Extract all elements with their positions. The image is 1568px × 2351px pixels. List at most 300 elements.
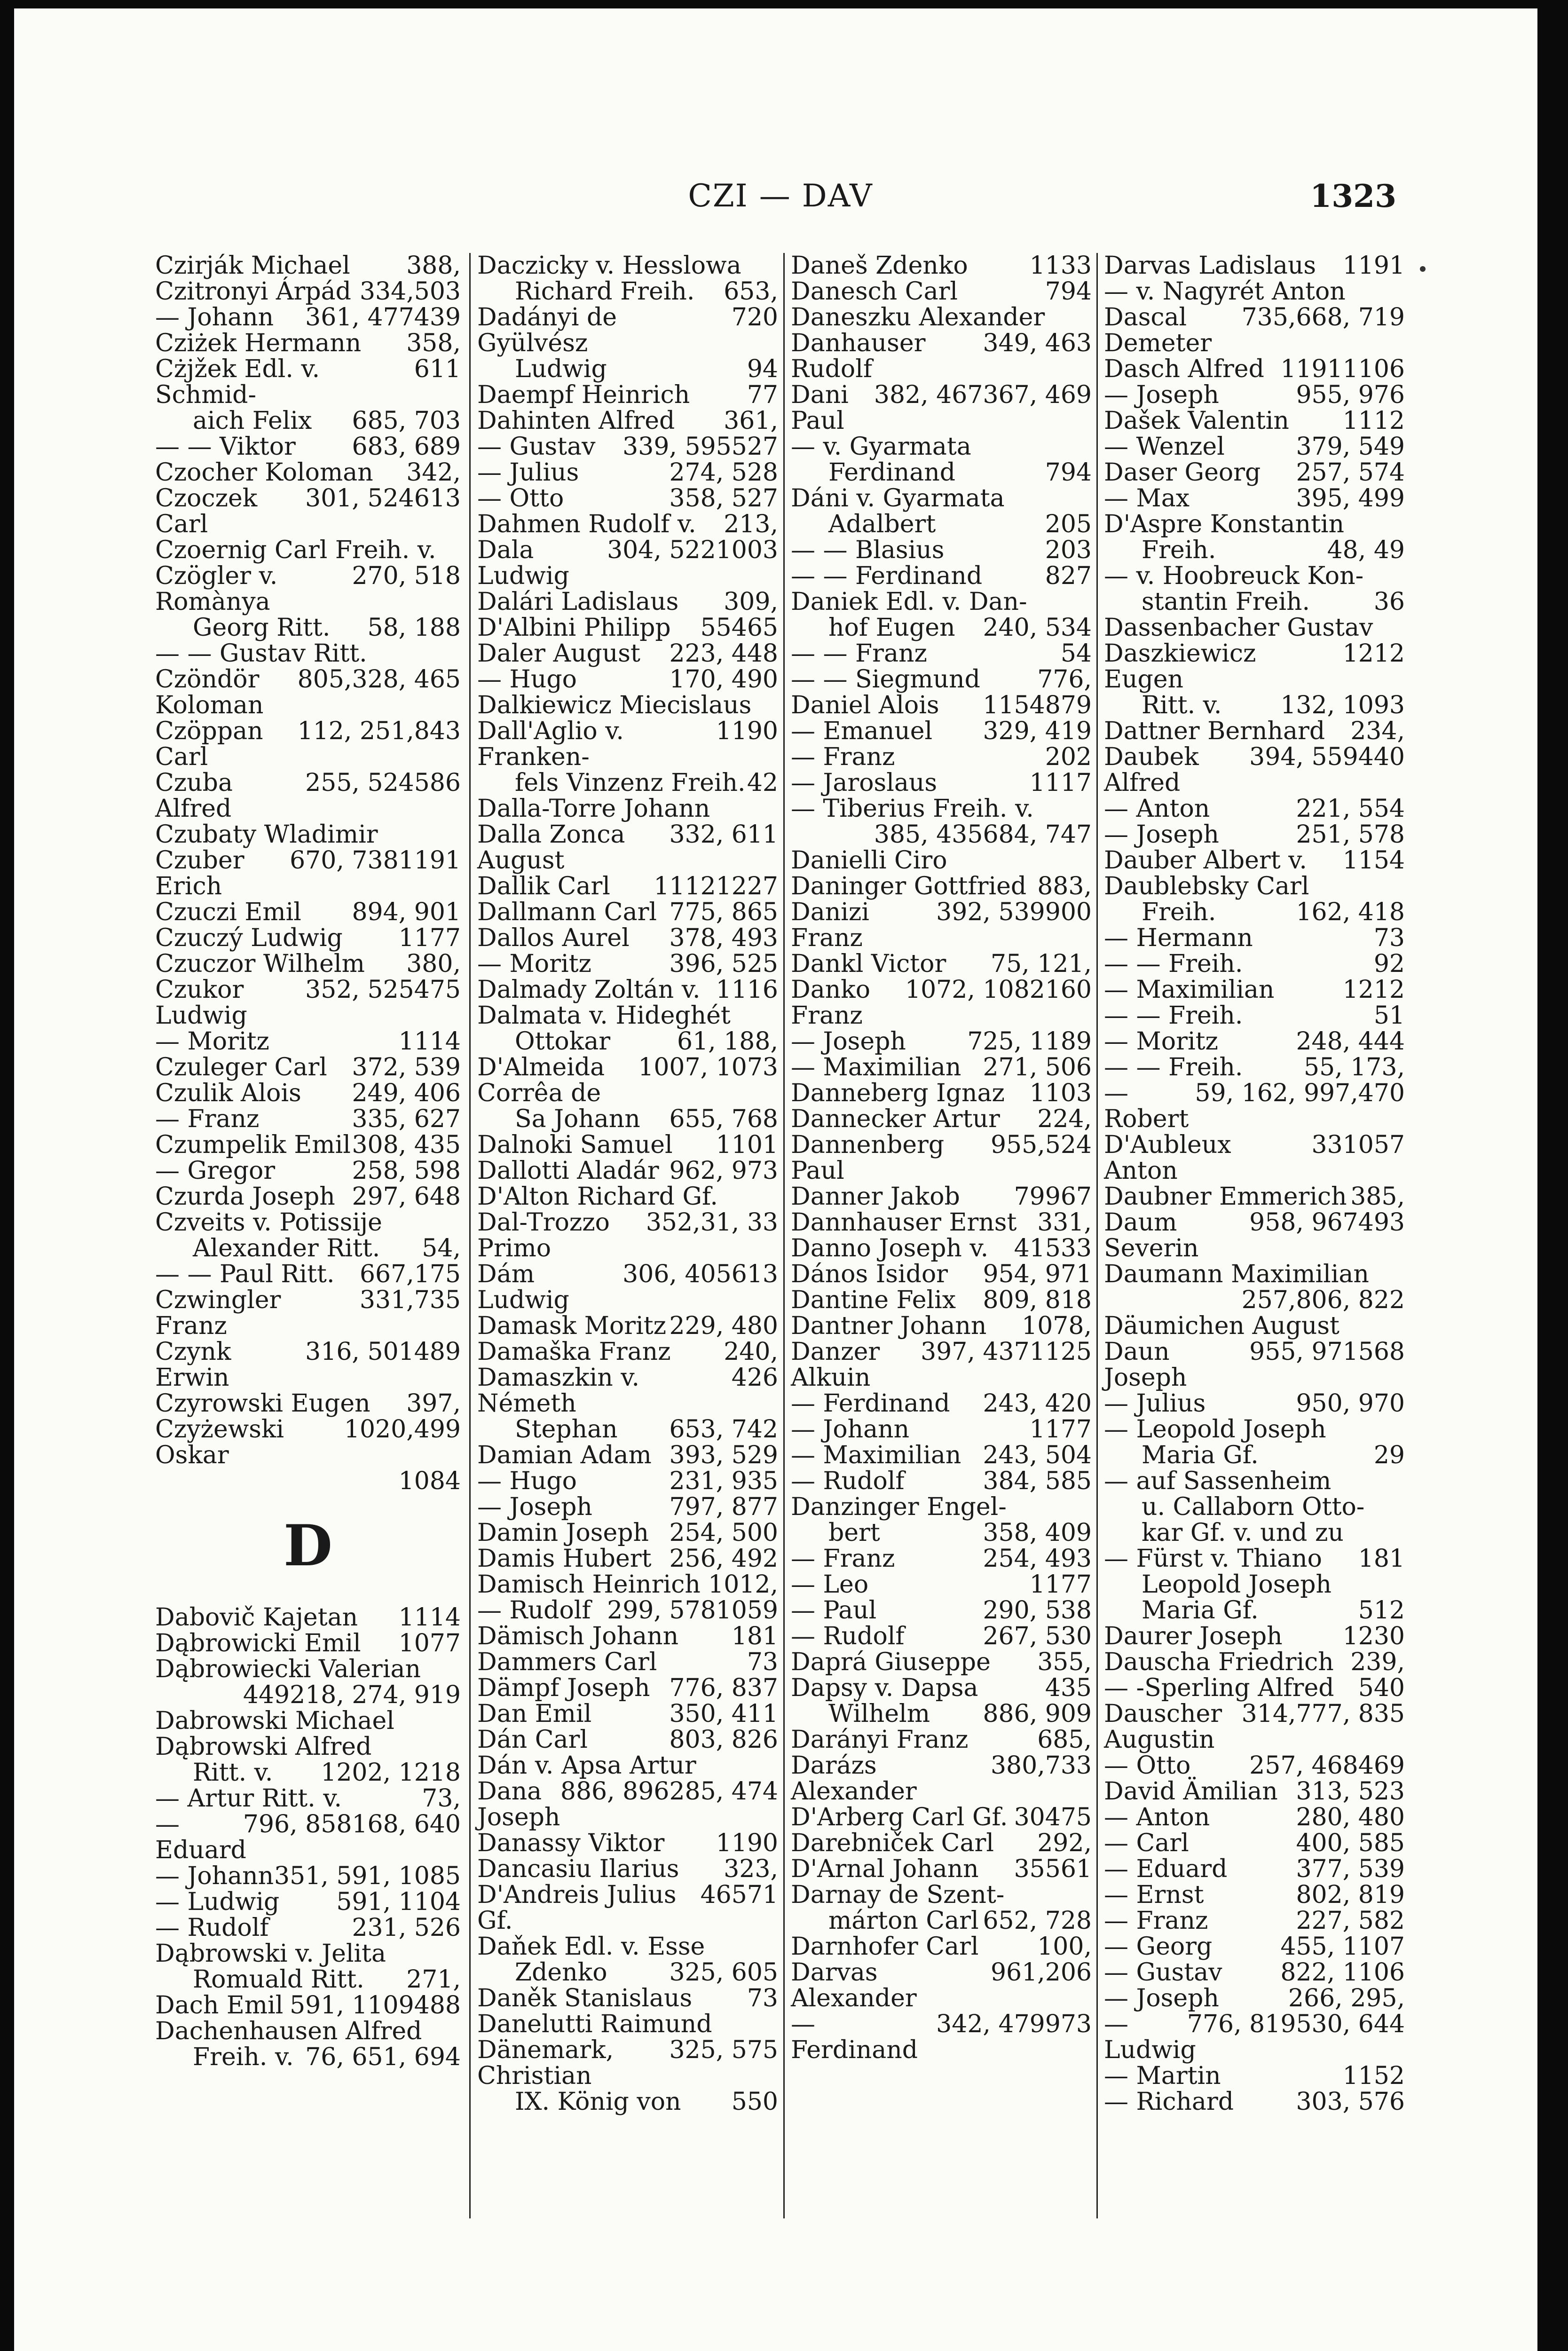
page-references: 384, 585 [983,1467,1092,1495]
page-references: 55 [700,614,732,642]
entry-name: Dahmen Rudolf v. [477,510,696,538]
entry-name: D'Arnal Johann [791,1855,979,1883]
page-references: 205 [1045,510,1092,538]
entry-name: — v. Gyarmata [791,433,971,461]
page-references: 75, 121, [990,950,1092,978]
page-references: 31, 33 [700,1208,778,1237]
page-references: 961, [990,1958,1045,1987]
page-references: 1072, 1082 [905,976,1045,1004]
page-references: 271, 506 [983,1053,1092,1081]
page-references: 794 [1045,277,1092,306]
page-references: 227, 582 [1296,1907,1405,1935]
page-references: 292, [1037,1829,1092,1857]
entry-name: Dantine Felix [791,1286,956,1314]
page-references: 1114 [398,1027,461,1056]
page-references: 266, 295, [1288,1984,1405,2012]
entry-name: — Leopold Joseph [1104,1415,1326,1444]
entry-name: Alexander Ritt. [193,1234,380,1262]
page-references: 1190 [716,1829,778,1857]
entry-name: Czuber Erich [155,846,244,900]
entry-name: Czyrowski Eugen [155,1389,370,1418]
page-references: 73, [422,1784,461,1813]
entry-name: Zdenko [515,1958,607,1987]
index-line [477,1675,778,1701]
index-line [477,1184,778,1210]
page-references: 886, 896 [560,1777,670,1806]
page-references: 735, [1241,303,1296,331]
index-line [1104,693,1405,718]
entry-name: Damaszkin v. Németh [477,1364,639,1418]
index-line [477,408,778,434]
entry-name: — Joseph [1104,1984,1219,2012]
index-line [791,1649,1092,1675]
page-references: 255, 524 [305,769,414,797]
entry-name: Ritt. v. [193,1759,273,1787]
index-line [477,1856,778,1882]
entry-name: Dancasiu Ilarius [477,1855,679,1883]
index-line [791,641,1092,667]
entry-name: — Joseph [791,1027,906,1056]
page-references: 203 [1045,536,1092,564]
index-line [791,434,1092,460]
page-references: 314, [1241,1700,1296,1728]
page-references: 809, 818 [983,1286,1092,1314]
page-references: 1057 [1342,1131,1405,1159]
entry-name: Dämisch Johann [477,1622,679,1650]
page-references: 1112 [1342,407,1405,435]
index-line [1104,460,1405,486]
entry-name: — Ferdinand [791,1389,950,1418]
index-line [477,1494,778,1520]
index-line [1104,718,1405,744]
entry-name: — Moritz [155,1027,269,1056]
page-references: 1020, [344,1415,414,1444]
index-line [1104,1029,1405,1055]
entry-name: — — Freih. [1104,1002,1243,1030]
page-references: 92 [1373,950,1405,978]
page-references: 796, 858 [243,1810,352,1838]
index-line [1104,434,1405,460]
entry-name: Cżjžek Edl. v. Schmid- [155,355,320,409]
page-references: 352, [646,1208,701,1237]
index-line [1104,1779,1405,1805]
index-line [477,356,778,382]
index-line [1104,1908,1405,1934]
index-line [791,951,1092,977]
index-line [155,641,461,667]
entry-name: Darebniček Carl [791,1829,994,1857]
page-references: 1230 [1342,1622,1405,1650]
entry-name: Dąbrowski v. Jelita [155,1940,386,1968]
entry-name: Dannhauser Ernst [791,1208,1017,1237]
page-references: 251, 578 [1296,820,1405,849]
page-references: 325, 575 [669,2036,778,2064]
entry-name: Dán v. Apsa Artur [477,1751,696,1780]
page-references: 683, 689 [352,433,461,461]
index-line [1104,874,1405,899]
page-references: 380, [990,1751,1045,1780]
entry-name: — Artur Ritt. v. [155,1784,342,1813]
entry-name: Dabovič Kajetan [155,1603,358,1632]
page-references: 270, 518 [352,562,461,590]
index-line [477,382,778,408]
entry-name: — Joseph [1104,381,1219,409]
entry-name: — Tiberius Freih. v. [791,795,1034,823]
index-line [1104,1572,1405,1598]
index-line [155,1734,461,1760]
page-references: 377, 539 [1296,1855,1405,1883]
entry-name: — Georg [1104,1933,1213,1961]
index-line [1104,615,1405,641]
page-references: 267, 530 [983,1622,1092,1650]
entry-name: — Rudolf [791,1467,905,1495]
page-references: 396, 525 [669,950,778,978]
entry-name: Dalmady Zoltán v. [477,976,701,1004]
entry-name: Dana Joseph [477,1777,560,1831]
index-line [155,1236,461,1262]
entry-name: D'Albini Philipp [477,614,671,642]
page-references: 181 [1358,1545,1405,1573]
index-line [477,486,778,512]
index-line [1104,1417,1405,1443]
page-references: 30 [1014,1803,1045,1831]
entry-name: Daler August [477,639,640,668]
entry-name: — Gregor [155,1157,276,1185]
index-line [1104,1934,1405,1960]
page-references: 100, [1037,1933,1092,1961]
page-references: 285, 474 [669,1777,778,1806]
index-line [477,1934,778,1960]
page-references: 36 [1373,588,1405,616]
index-line [155,1081,461,1106]
index-line [791,1106,1092,1132]
page-references: 378, 493 [669,924,778,952]
index-line [1104,382,1405,408]
page-references: 54 [1060,639,1092,668]
page-references: 955, 971 [1249,1338,1358,1366]
entry-name: Dalári Ladislaus [477,588,679,616]
page-references: 323, [724,1855,778,1883]
entry-name: — — Franz [791,639,927,668]
page-references: 385, 435 [874,820,983,849]
page-references: 493 [1358,1208,1405,1237]
index-line [791,486,1092,512]
entry-name: Danelutti Raimund [477,2010,712,2038]
index-line [155,1863,461,1889]
page-references: 1212 [1342,639,1405,668]
entry-name: Damis Hubert [477,1545,652,1573]
index-line [1104,512,1405,537]
page-references: 655, 768 [669,1105,778,1133]
index-line [791,1468,1092,1494]
index-line [791,1313,1092,1339]
entry-name: Damask Moritz [477,1312,667,1340]
entry-name: — Rudolf [791,1622,905,1650]
index-line [155,1967,461,1993]
index-line [1104,1443,1405,1468]
entry-name: — Maximilian [1104,976,1275,1004]
entry-name: Dalnoki Samuel [477,1131,673,1159]
index-line [155,899,461,925]
index-line [155,1760,461,1786]
page-references: 290, 538 [983,1596,1092,1625]
entry-name: — Leo [791,1570,869,1599]
page-references: 1212 [1342,976,1405,1004]
index-line [477,1986,778,2012]
page-references: 316, 501 [305,1338,414,1366]
entry-name: — Johann [155,1862,274,1890]
entry-name: Richard Freih. [515,277,695,306]
index-line [1104,1003,1405,1029]
entry-name: Dallotti Aladár [477,1157,659,1185]
page-references: 586 [414,769,461,797]
page-references: 613 [731,1260,778,1288]
page-references: 894, 901 [352,898,461,926]
index-line [791,1081,1092,1106]
page-references: 202 [1045,743,1092,771]
index-line [155,331,461,356]
index-line [477,977,778,1003]
entry-name: Czuleger Carl [155,1053,327,1081]
entry-name: Dannecker Artur [791,1105,1000,1133]
page-references: 776, 819 [1187,2010,1296,2038]
entry-name: Daněk Stanislaus [477,1984,693,2012]
page-references: 77 [747,381,778,409]
entry-name: Czuczor Wilhelm [155,950,365,978]
index-line [791,796,1092,822]
index-line [1104,537,1405,563]
index-line [155,1029,461,1055]
page-references: 58, 188 [367,614,461,642]
index-line [791,253,1092,279]
entry-name: — Hermann [1104,924,1253,952]
page-references: 303, 576 [1296,2088,1405,2116]
index-line [1104,563,1405,589]
entry-name: — Paul [791,1596,877,1625]
entry-name: Daublebsky Carl [1104,872,1309,900]
index-line [791,667,1092,693]
entry-name: — Johann [791,1415,910,1444]
page-references: 358, 409 [983,1519,1092,1547]
entry-name: Freih. v. [193,2043,294,2071]
index-line [477,2012,778,2037]
page-references: 469 [1358,1751,1405,1780]
entry-name: Czöndör Koloman [155,665,264,719]
index-line [477,589,778,615]
page-references: 352, 525 [305,976,414,1004]
index-line [1104,279,1405,305]
page-references: 328, 465 [352,665,461,694]
index-line [791,1391,1092,1417]
page-references: 958, 967 [1249,1208,1358,1237]
entry-name: — Eduard [1104,1855,1228,1883]
page-references: 806, 822 [1296,1286,1405,1314]
page-references: 1106 [1342,355,1405,383]
entry-name: — — Siegmund [791,665,980,694]
index-line [1104,1055,1405,1081]
page-references: 653, [724,277,778,306]
page-references: 308, 435 [352,1131,461,1159]
speck-mark [1420,266,1426,272]
page-references: 499 [414,1415,461,1444]
page-references: 257, [1241,1286,1296,1314]
entry-name: Damin Joseph [477,1519,649,1547]
entry-name: — Franz [1104,1907,1208,1935]
entry-name: D'Aubleux Anton [1104,1131,1231,1185]
index-line [1104,2063,1405,2089]
entry-name: Daempf Heinrich [477,381,690,409]
entry-name: Dala Ludwig [477,536,569,590]
entry-name: — Hugo [477,665,577,694]
book-page [14,8,1537,2351]
index-line [791,1029,1092,1055]
column-divider [1096,253,1098,2218]
page-references: 465 [731,614,778,642]
index-line [1104,925,1405,951]
page-references: 1012, [708,1570,778,1599]
entry-name: Daumann Maximilian [1104,1260,1369,1288]
page-references: 568 [1358,1338,1405,1366]
entry-name: — Jaroslaus [791,769,938,797]
page-references: 380, [406,950,461,978]
index-column-1 [155,253,461,2218]
entry-name: — Franz [791,1545,895,1573]
index-line [791,1417,1092,1443]
index-line [791,1546,1092,1572]
index-line [1104,951,1405,977]
entry-name: Czuczý Ludwig [155,924,343,952]
entry-name: Dannenberg Paul [791,1131,945,1185]
entry-name: Czirják Michael [155,252,350,280]
entry-name: D'Aspre Konstantin [1104,510,1345,538]
page-references: 1177 [1029,1570,1092,1599]
index-line [155,2044,461,2070]
index-line [477,1960,778,1986]
page-references: 393, 529 [669,1441,778,1469]
page-references: 1177 [1029,1415,1092,1444]
page-references: 591, 1104 [336,1888,461,1916]
entry-name: Dämpf Joseph [477,1674,650,1702]
page-references: 1152 [1342,2062,1405,2090]
page-references: 954, 971 [983,1260,1092,1288]
page-references: 335, 627 [352,1105,461,1133]
page-references: 475 [414,976,461,1004]
page-references: 313, 523 [1296,1777,1405,1806]
page-references: 1190 [716,717,778,745]
entry-name: Daňek Edl. v. Esse [477,1933,705,1961]
entry-name: D'Alton Richard Gf. [477,1183,718,1211]
page-references: 1103 [1029,1079,1092,1107]
page-references: 1112 [654,872,716,900]
page-references: 254, 493 [983,1545,1092,1573]
page-references: 900 [1045,898,1092,926]
entry-name: Dán Carl [477,1726,588,1754]
index-line [791,615,1092,641]
entry-name: Danizi Franz [791,898,869,952]
page-references: 883, [1037,872,1092,900]
page-references: 1084 [398,1467,461,1495]
page-references: 1154 [1342,846,1405,875]
entry-name: Darnhofer Carl [791,1933,979,1961]
entry-name: — Ferdinand [791,2010,918,2064]
page-references: 385, [1350,1183,1405,1211]
page-references: 400, 585 [1296,1829,1405,1857]
page-references: 571 [731,1881,778,1909]
index-line [1104,1805,1405,1830]
page-references: 280, 480 [1296,1803,1405,1831]
index-line [477,1572,778,1598]
page-references: 170, 490 [669,665,778,694]
page-references: 358, 527 [669,484,778,513]
index-line [477,1468,778,1494]
page-references: 533 [1045,1234,1092,1262]
entry-name: Dan Emil [477,1700,592,1728]
entry-name: — Otto [1104,1751,1191,1780]
index-line [477,770,778,796]
index-line [155,1786,461,1812]
index-line [791,589,1092,615]
page-references: 733 [1045,1751,1092,1780]
index-line [477,460,778,486]
entry-name: Dachenhausen Alfred [155,2017,422,2045]
index-line [155,1605,461,1631]
entry-name: Romuald Ritt. [193,1965,364,1994]
index-line [1104,589,1405,615]
page-references: 61, 188, [677,1027,778,1056]
entry-name: Dašek Valentin [1104,407,1289,435]
page-references: 803, 826 [669,1726,778,1754]
index-line [155,1631,461,1657]
entry-name: Ottokar [515,1027,611,1056]
entry-name: — Gustav [1104,1958,1222,1987]
entry-name: Dalkiewicz Miecislaus [477,691,752,719]
entry-name: Czveits v. Potissije [155,1208,382,1237]
index-line [477,1753,778,1779]
page-references: 886, 909 [983,1700,1092,1728]
page-references: 379, 549 [1296,433,1405,461]
page-references: 950, 970 [1296,1389,1405,1418]
entry-name: Danzinger Engel- [791,1493,1007,1521]
page-references: 229, 480 [669,1312,778,1340]
page-references: 271, [406,1965,461,1994]
page-references: 426 [731,1364,778,1392]
entry-name: Dadányi de Gyülvész [477,303,617,357]
entry-name: — Julius [1104,1389,1206,1418]
entry-name: — Eduard [155,1810,246,1864]
entry-name: — Gustav [477,433,596,461]
page-references: 382, 467 [874,381,983,409]
page-references: 73 [747,1648,778,1676]
entry-name: — — Blasius [791,536,945,564]
page-references: 435 [1045,1674,1092,1702]
entry-name: Czoernig Carl Freih. v. [155,536,436,564]
page-references: 397, [406,1389,461,1418]
index-line [155,1941,461,1967]
index-line [155,925,461,951]
entry-name: — — Viktor [155,433,296,461]
entry-name: márton Carl [828,1907,979,1935]
page-references: 725, 1189 [967,1027,1092,1056]
page-references: 41 [1014,1234,1045,1262]
page-references: 611 [414,355,461,383]
index-line [477,925,778,951]
page-references: 231, 526 [352,1914,461,1942]
entry-name: Dänemark, Christian [477,2036,614,2090]
page-references: 350, 411 [669,1700,778,1728]
entry-name: Damisch Heinrich [477,1570,701,1599]
page-references: 1191 [1342,252,1405,280]
page-references: 351, 591, 1085 [274,1862,461,1890]
